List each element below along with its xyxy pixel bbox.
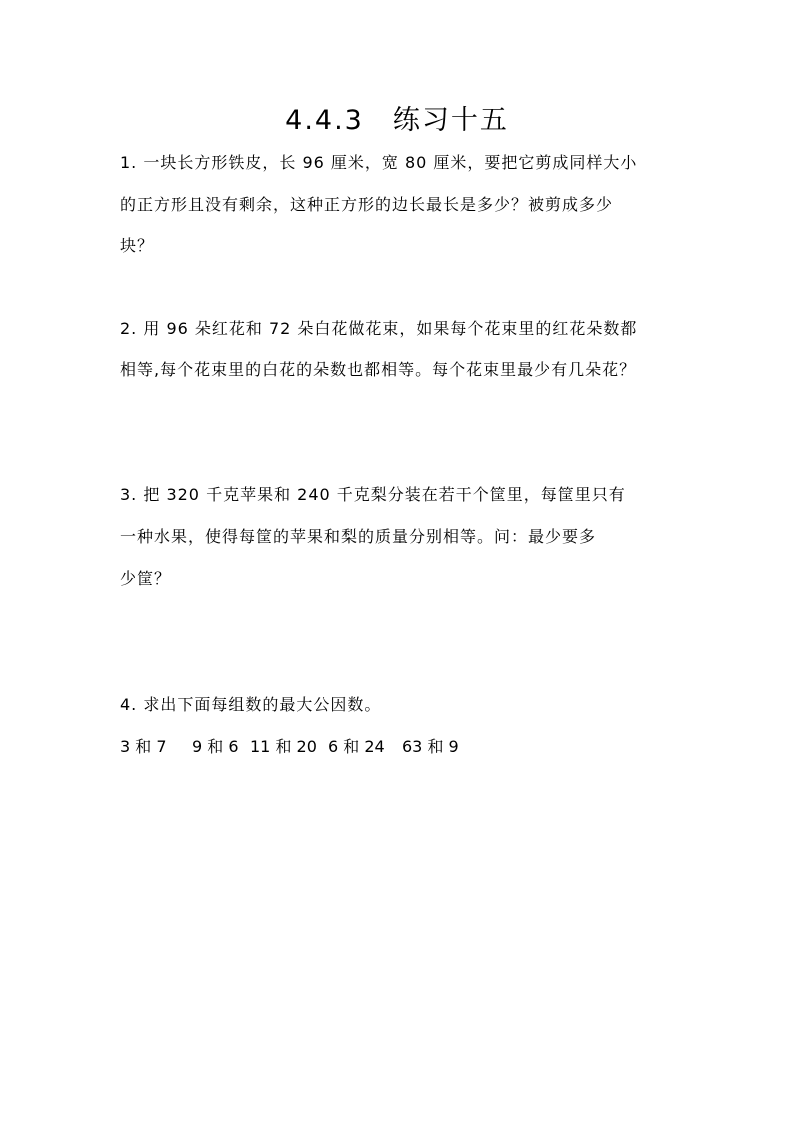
number-group: 6 和 24 bbox=[328, 737, 385, 756]
question-2-line-2: 相等,每个花束里的白花的朵数也都相等。每个花束里最少有几朵花？ bbox=[120, 360, 637, 379]
question-1-line-2: 的正方形且没有剩余，这种正方形的边长最长是多少？被剪成多少 bbox=[120, 195, 614, 214]
question-4-line-1: 4. 求出下面每组数的最大公因数。 bbox=[120, 695, 382, 714]
question-3-line-1: 3. 把 320 千克苹果和 240 千克梨分装在若干个筐里，每筐里只有 bbox=[120, 485, 626, 504]
question-2-line-1: 2. 用 96 朵红花和 72 朵白花做花束，如果每个花束里的红花朵数都 bbox=[120, 319, 638, 338]
number-group: 63 和 9 bbox=[402, 737, 459, 756]
page-title: 4.4.3 练习十五 bbox=[285, 105, 509, 136]
number-group: 11 和 20 bbox=[250, 737, 317, 756]
question-3-line-3: 少筐？ bbox=[120, 569, 172, 588]
number-groups bbox=[120, 734, 462, 757]
question-1-line-3: 块？ bbox=[120, 236, 155, 255]
number-group: 9 和 6 bbox=[192, 737, 239, 756]
question-3-line-2: 一种水果，使得每筐的苹果和梨的质量分别相等。问：最少要多 bbox=[120, 527, 597, 546]
question-1-line-1: 1. 一块长方形铁皮，长 96 厘米，宽 80 厘米，要把它剪成同样大小 bbox=[120, 153, 638, 172]
number-group: 3 和 7 bbox=[120, 737, 167, 756]
